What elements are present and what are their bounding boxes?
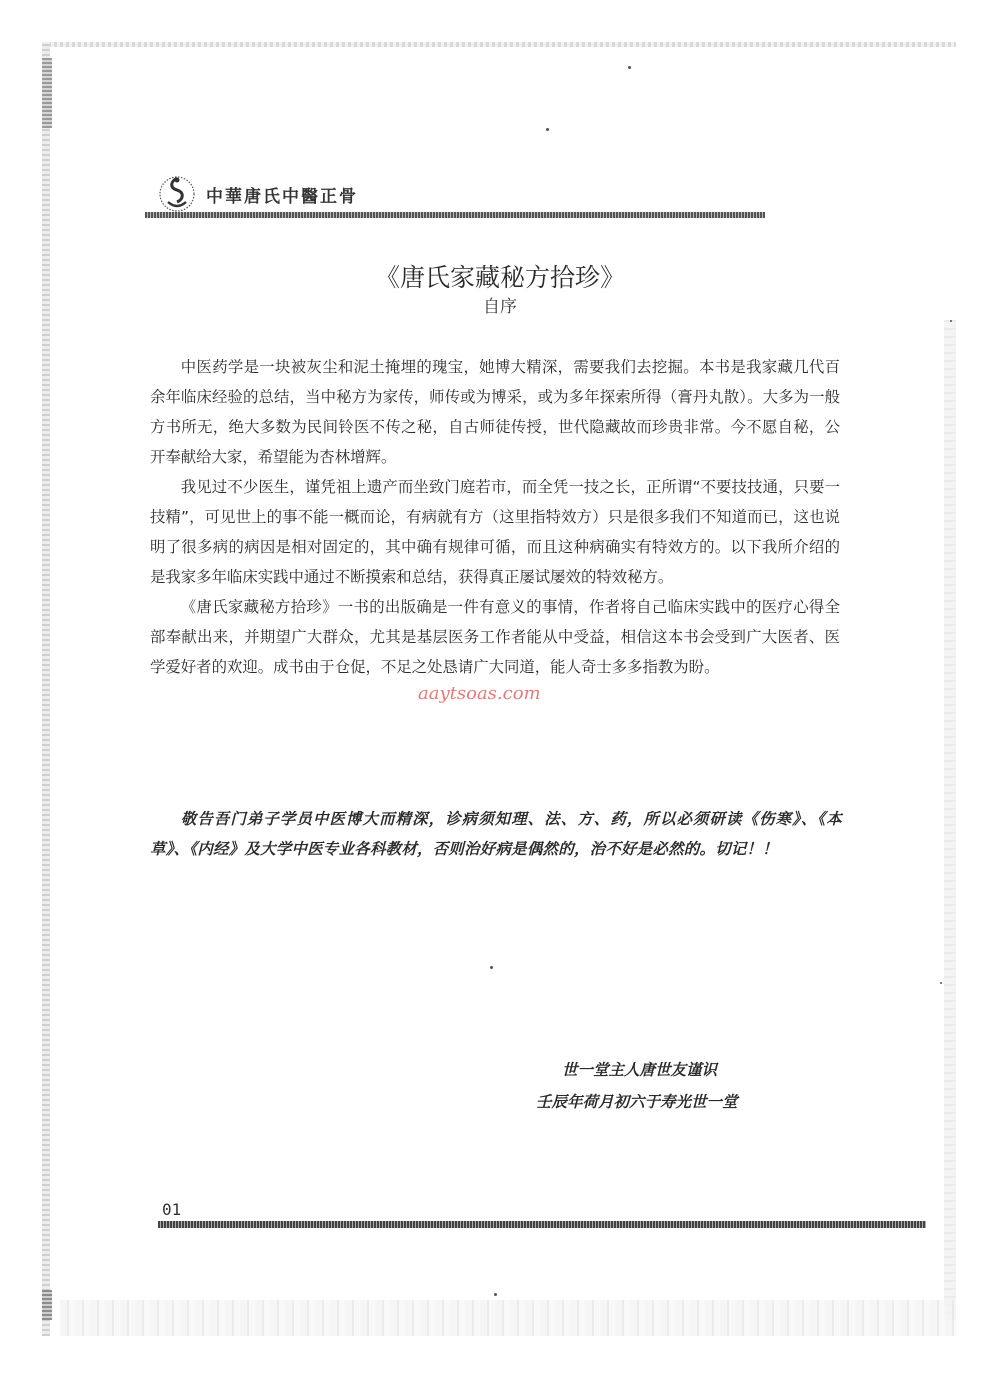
document-subtitle: 自序 [483, 297, 517, 317]
scan-edge-bottom [60, 1300, 956, 1336]
exhortation [150, 804, 842, 864]
tang-family-emblem-icon [158, 172, 196, 214]
footer-rule [158, 1221, 926, 1228]
exhortation-text: 敬告吾门弟子学员中医博大而精深，诊病须知理、法、方、药，所以必须研读《伤寒》、《本草》、《内经》及大学中医专业各科教材，否则治好病是偶然的，治不好是必然的。切记！！ [150, 810, 842, 858]
scan-speck [494, 1293, 497, 1296]
scan-edge-mark-bottom [42, 1290, 52, 1320]
page-number: 01 [162, 1200, 182, 1219]
scan-edge-mark-top [42, 58, 52, 128]
paragraph-1: 中医药学是一块被灰尘和泥土掩埋的瑰宝，她博大精深，需要我们去挖掘。本书是我家藏几代百余年临床经验的总结，当中秘方为家传，师传或为博采，或为多年探索所得（膏丹丸散）。大多为一般方书所无，绝大多数为民间铃医不传之秘，自古师徒传授，世代隐藏故而珍贵非常。今不愿自秘，公开奉献给大家，希望能为杏林增辉。 [150, 358, 840, 466]
scan-speck [950, 320, 952, 322]
watermark: aaytsoas.com [418, 683, 541, 704]
scan-speck [490, 966, 493, 969]
scan-speck [628, 66, 631, 69]
header-rule [145, 212, 765, 218]
signature-author: 世一堂主人唐世友谨识 [562, 1060, 718, 1079]
signature-date-place: 壬辰年荷月初六于寿光世一堂 [536, 1092, 738, 1111]
scan-edge-left [42, 42, 50, 1336]
scan-edge-right [944, 320, 956, 1320]
paragraph-3: 《唐氏家藏秘方拾珍》一书的出版确是一件有意义的事情，作者将自己临床实践中的医疗心得全部奉献出来，并期望广大群众，尤其是基层医务工作者能从中受益，相信这本书会受到广大医者、医学爱好者的欢迎。成书由于仓促，不足之处恳请广大同道，能人奇士多多指教为盼。 [150, 598, 840, 676]
scan-speck [546, 128, 549, 131]
signature-block [520, 1054, 840, 1118]
paragraph-2: 我见过不少医生，谨凭祖上遗产而坐致门庭若市，而全凭一技之长，正所谓“不要技技通，只要一技精”，可见世上的事不能一概而论，有病就有方（这里指特效方）只是很多我们不知道而已，这也说明了很多病的病因是相对固定的，其中确有规律可循，而且这种病确实有特效方的。以下我所介绍的是我家多年临床实践中通过不断摸索和总结，获得真正屡试屡效的特效秘方。 [150, 478, 840, 586]
scan-edge-top [42, 42, 956, 47]
series-title: 中華唐氏中醫正骨 [206, 187, 358, 207]
preface-body [150, 352, 840, 682]
scan-speck [940, 982, 942, 984]
document-title: 《唐氏家藏秘方拾珍》 [374, 263, 625, 292]
